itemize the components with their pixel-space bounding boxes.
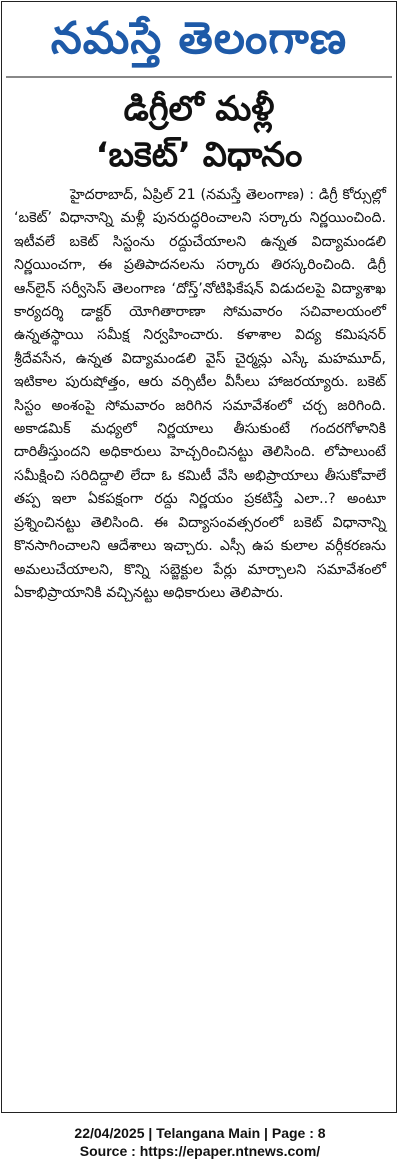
clipping-frame <box>1 1 397 1113</box>
source-footer <box>0 1124 400 1160</box>
headline-line-2: ‘బకెట్’ విధానం <box>95 135 303 175</box>
newspaper-masthead: నమస్తే తెలంగాణ <box>50 13 348 64</box>
footer-date-page: 22/04/2025 | Telangana Main | Page : 8 <box>74 1125 326 1141</box>
masthead-divider <box>6 76 392 78</box>
headline-line-1: డిగ్రీలో మళ్లీ <box>123 89 275 129</box>
footer-source-link[interactable]: Source : https://epaper.ntnews.com/ <box>79 1143 321 1159</box>
article-headline <box>6 86 392 178</box>
article-body <box>14 184 386 605</box>
article-paragraph: హైదరాబాద్, ఏప్రిల్ 21 (నమస్తే తెలంగాణ) : డిగ్రీ కోర్సుల్లో ‘బకెట్’ విధానాన్ని మళ్లీ పునరుద్ధరించాలని సర్కారు నిర్ణయించింది. ఇటీవలే బకెట్ సిస్టంను రద్దుచేయాలని ఉన్నత విద్యామండలి నిర్ణయించగా, ఈ ప్రతిపాదనలను సర్కారు తిరస్కరించింది. డిగ్రీ ఆన్‌లైన్ సర్వీసెస్ తెలంగాణ ‘దోస్త్’నోటిఫికేషన్ విడుదలపై విద్యాశాఖ కార్యదర్శి డాక్టర్ యోగితారాణా సోమవారం సచివాలయంలో ఉన్నతస్థాయి సమీక్ష నిర్వహించారు. కళాశాల విద్య కమిషనర్ శ్రీదేవసేన, ఉన్నత విద్యామండలి వైస్ చైర్మన్లు ఎస్కే మహమూద్, ఇటికాల పురుషోత్తం, ఆరు వర్సిటీల వీసీలు హాజరయ్యారు. బకెట్ సిస్టం అంశంపై సోమవారం జరిగిన సమావేశంలో చర్చ జరిగింది. అకాడమిక్ మధ్యలో నిర్ణయాలు తీసుకుంటే గందరగోళానికి దారితీస్తుందని అధికారులు హెచ్చరించినట్టు తెలిసింది. లోపాలుంటే సమీక్షించి సరిదిద్దాలి లేదా ఓ కమిటీ వేసి అభిప్రాయాలు తీసుకోవాలే తప్ప ఇలా ఏకపక్షంగా రద్దు నిర్ణయం ప్రకటిస్తే ఎలా..? అంటూ ప్రశ్నించినట్టు తెలిసింది. ఈ విద్యాసంవత్సరంలో బకెట్ విధానాన్ని కొనసాగించాలని ఆదేశాలు ఇచ్చారు. ఎస్సీ ఉప కులాల వర్గీకరణను అమలుచేయాలని, కొన్ని సబ్జెక్టుల పేర్లు మార్చాలని సమావేశంలో ఏకాభిప్రాయానికి వచ్చినట్టు అధికారులు తెలిపారు. <box>14 187 386 601</box>
